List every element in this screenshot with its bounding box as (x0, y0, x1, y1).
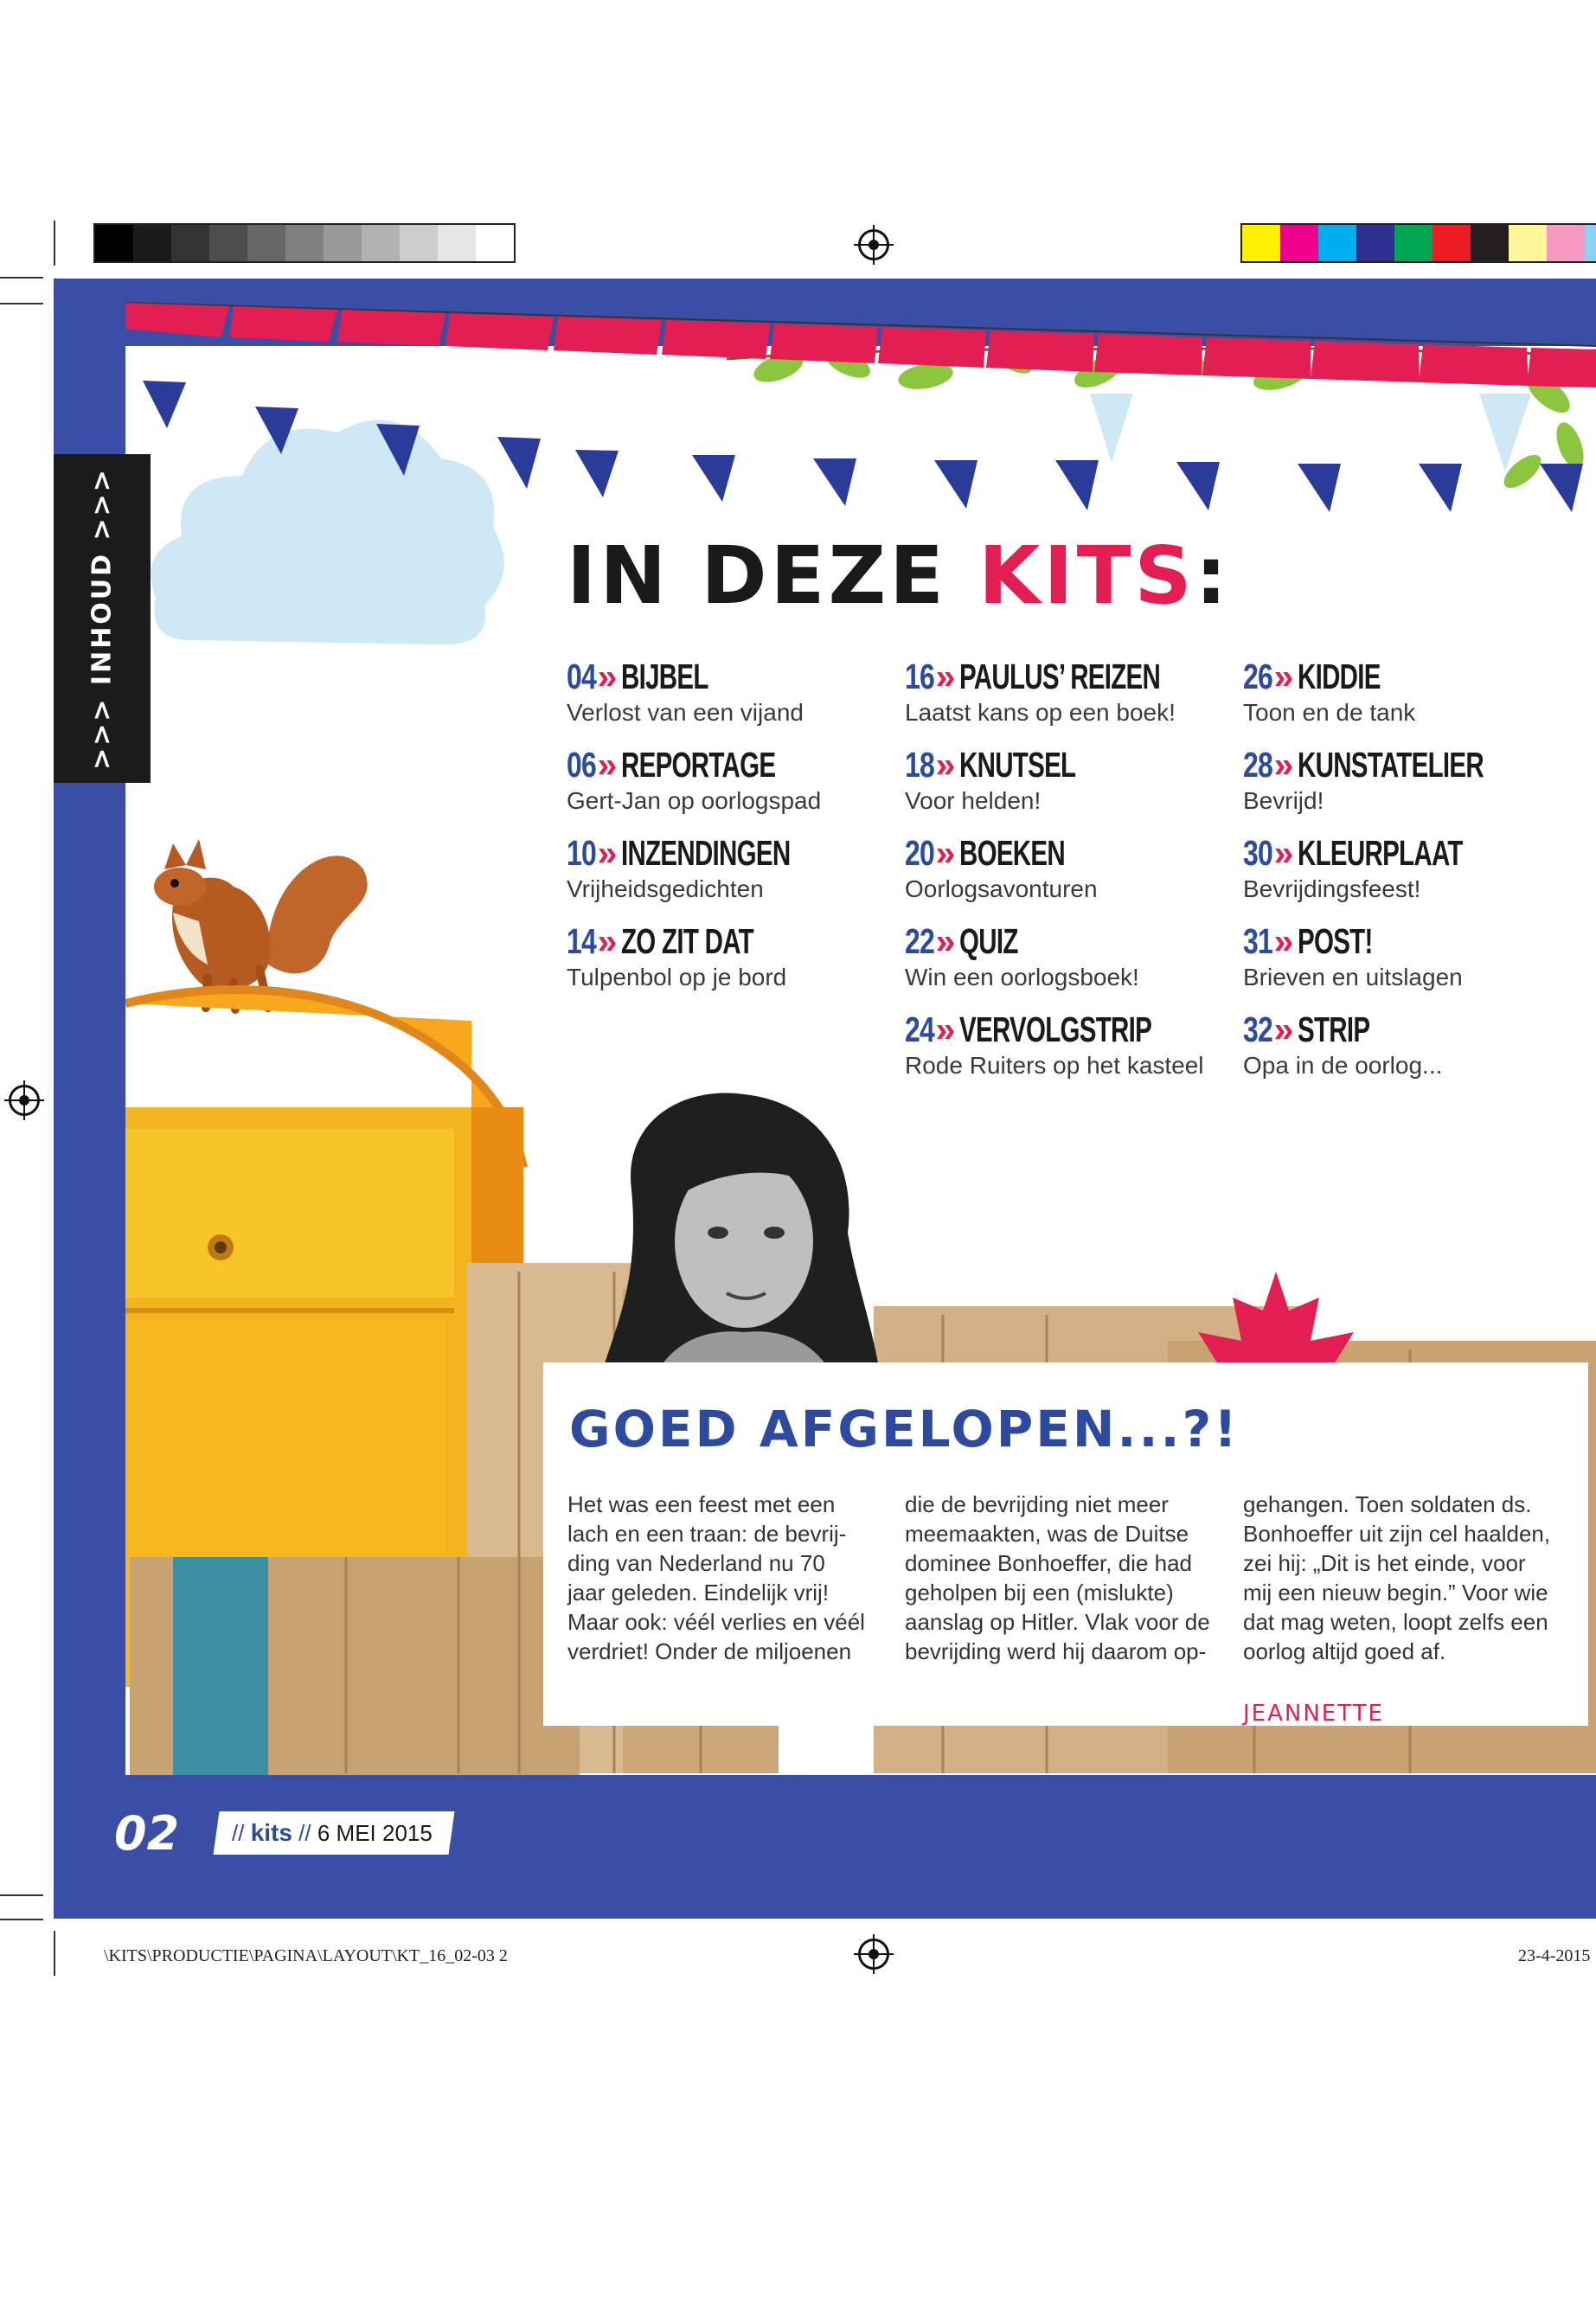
toc-separator: » (1273, 833, 1293, 873)
toc-item[interactable] (567, 744, 836, 815)
toc-section-title: BOEKEN (959, 833, 1066, 873)
toc-separator: » (935, 921, 955, 961)
crop-mark (0, 1919, 43, 1920)
toc-separator: » (597, 657, 617, 696)
toc-item[interactable] (905, 920, 1139, 991)
article-line: dominee Bonhoeffer, die had (905, 1550, 1193, 1576)
author-portrait (597, 1086, 882, 1388)
color-swatch (1509, 225, 1547, 261)
toc-subtitle: Verlost van een vijand (567, 699, 804, 726)
toc-separator: » (1273, 1009, 1293, 1049)
color-swatch (476, 225, 514, 261)
toc-item[interactable] (905, 656, 1239, 727)
crop-mark (0, 1894, 43, 1896)
toc-section-title: KLEURPLAAT (1298, 833, 1464, 873)
registration-mark-bottom (858, 1939, 889, 1970)
registration-mark-top (858, 229, 889, 260)
toc-separator: » (597, 833, 617, 873)
toc-separator: » (935, 833, 955, 873)
toc-section-title: ZO ZIT DAT (621, 921, 754, 961)
toc-subtitle: Opa in de oorlog... (1243, 1052, 1443, 1079)
toc-subtitle: Oorlogsavonturen (905, 875, 1098, 902)
toc-item[interactable] (567, 656, 804, 727)
toc-section-title: PAULUS’ REIZEN (959, 657, 1161, 696)
toc-item[interactable] (905, 1009, 1227, 1080)
toc-separator: » (597, 921, 617, 961)
article-line: ding van Nederland nu 70 (567, 1550, 825, 1576)
toc-page-number: 32 (1243, 1009, 1273, 1049)
article-line: gehangen. Toen soldaten ds. (1243, 1491, 1532, 1517)
toc-item[interactable] (1243, 920, 1463, 991)
article-line: geholpen bij een (mislukte) (905, 1580, 1174, 1606)
toc-section-title: BIJBEL (621, 657, 709, 696)
toc-item[interactable] (905, 832, 1106, 903)
toc-page-number: 04 (567, 657, 597, 696)
color-swatch (324, 225, 362, 261)
article-signature: JEANNETTE (1243, 1701, 1384, 1727)
toc-separator: » (1273, 921, 1293, 961)
print-date: 23-4-2015 (1518, 1946, 1591, 1965)
toc-subtitle: Gert-Jan op oorlogspad (567, 787, 822, 814)
toc-item[interactable] (1243, 832, 1527, 903)
toc-heading (905, 744, 1121, 785)
file-path: \KITS\PRODUCTIE\PAGINA\LAYOUT\KT_16_02-03 2 (104, 1946, 508, 1965)
color-swatch (95, 225, 133, 261)
toc-page-number: 10 (567, 833, 597, 873)
article-line: Het was een feest met een (567, 1491, 836, 1517)
toc-heading (905, 832, 1106, 874)
toc-item[interactable] (1243, 1009, 1442, 1080)
article-line: meemaakten, was de Duitse (905, 1521, 1189, 1547)
toc-page-number: 31 (1243, 921, 1273, 961)
toc-item[interactable] (1243, 744, 1556, 815)
article-line: bevrijding werd hij daarom op- (905, 1638, 1207, 1664)
toc-page-number: 30 (1243, 833, 1273, 873)
title-colon: : (1195, 529, 1231, 622)
color-swatch (1280, 225, 1318, 261)
toc-page-number: 20 (905, 833, 935, 873)
toc-section-title: QUIZ (959, 921, 1019, 961)
toc-subtitle: Voor helden! (905, 787, 1042, 814)
article-title: GOED AFGELOPEN...?! (569, 1400, 1240, 1458)
toc-section-title: KNUTSEL (959, 745, 1076, 785)
toc-section-title: INZENDINGEN (621, 833, 791, 873)
toc-separator: » (935, 745, 955, 785)
color-swatch (209, 225, 247, 261)
toc-page-number: 06 (567, 745, 597, 785)
toc-separator: » (1273, 657, 1293, 696)
slashes: // (232, 1820, 245, 1846)
toc-subtitle: Rode Ruiters op het kasteel (905, 1052, 1204, 1079)
toc-heading (905, 656, 1239, 697)
toc-heading (1243, 1009, 1442, 1050)
article-line: Bonhoeffer uit zijn cel haalden, (1243, 1521, 1551, 1547)
page-title (567, 529, 1230, 622)
article-line: lach en een traan: de bevrij- (567, 1521, 847, 1547)
article-column-1 (567, 1490, 865, 1666)
toc-heading (1243, 832, 1527, 874)
section-tab-label: >>> INHOUD >>> (87, 467, 118, 770)
toc-separator: » (935, 1009, 955, 1049)
publication-line (232, 1819, 433, 1847)
toc-subtitle: Bevrijdingsfeest! (1243, 875, 1421, 902)
toc-page-number: 16 (905, 657, 935, 696)
toc-section-title: POST! (1298, 921, 1374, 961)
crop-mark (54, 221, 55, 266)
article-line: verdriet! Onder de miljoenen (567, 1638, 852, 1664)
toc-heading (905, 1009, 1227, 1050)
gray-calibration-bar (93, 223, 516, 263)
toc-section-title: STRIP (1298, 1009, 1370, 1049)
toc-subtitle: Brieven en uitslagen (1243, 964, 1463, 990)
toc-item[interactable] (905, 744, 1121, 815)
toc-heading (567, 656, 804, 697)
toc-heading (567, 920, 805, 962)
toc-subtitle: Bevrijd! (1243, 787, 1324, 814)
color-swatch (1547, 225, 1585, 261)
color-swatch (1394, 225, 1433, 261)
issue-date: 6 MEI 2015 (317, 1820, 433, 1846)
toc-page-number: 22 (905, 921, 935, 961)
section-tab (54, 454, 151, 783)
color-swatch (1433, 225, 1471, 261)
color-calibration-bar (1240, 223, 1596, 263)
toc-subtitle: Laatst kans op een boek! (905, 699, 1176, 726)
toc-page-number: 24 (905, 1009, 935, 1049)
color-swatch (362, 225, 400, 261)
title-main: IN DEZE (567, 529, 979, 622)
page-number: 02 (114, 1806, 180, 1861)
article-line: zei hij: „Dit is het einde, voor (1243, 1550, 1526, 1576)
toc-heading (567, 832, 856, 874)
article-line: mij een nieuw begin.” Voor wie (1243, 1580, 1548, 1606)
toc-subtitle: Tulpenbol op je bord (567, 964, 787, 990)
toc-section-title: VERVOLGSTRIP (959, 1009, 1152, 1049)
toc-heading (1243, 656, 1415, 697)
color-swatch (1471, 225, 1509, 261)
toc-subtitle: Win een oorlogsboek! (905, 964, 1139, 990)
article-line: Maar ook: véél verlies en véél (567, 1609, 865, 1635)
toc-page-number: 14 (567, 921, 597, 961)
slashes: // (298, 1820, 311, 1846)
toc-separator: » (935, 657, 955, 696)
toc-section-title: REPORTAGE (621, 745, 776, 785)
article-column-3 (1243, 1490, 1551, 1666)
registration-mark-left (9, 1085, 40, 1116)
toc-heading (1243, 920, 1463, 962)
color-swatch (171, 225, 209, 261)
toc-separator: » (597, 745, 617, 785)
toc-item[interactable] (567, 832, 856, 903)
toc-heading (567, 744, 836, 785)
color-swatch (285, 225, 324, 261)
brand-name: kits (250, 1819, 292, 1846)
article-line: dat mag weten, loopt zelfs een (1243, 1609, 1548, 1635)
crop-mark (0, 303, 43, 304)
bunting-flags (125, 294, 1596, 536)
toc-separator: » (1273, 745, 1293, 785)
color-swatch (133, 225, 171, 261)
toc-heading (905, 920, 1139, 962)
article-column-2 (905, 1490, 1210, 1666)
toc-subtitle: Toon en de tank (1243, 699, 1416, 726)
article-line: oorlog altijd goed af. (1243, 1638, 1446, 1664)
article-line: jaar geleden. Eindelijk vrij! (567, 1580, 830, 1606)
color-swatch (1318, 225, 1356, 261)
title-accent: KITS (978, 529, 1195, 622)
toc-page-number: 26 (1243, 657, 1273, 696)
article-line: aanslag op Hitler. Vlak voor de (905, 1609, 1210, 1635)
color-swatch (400, 225, 438, 261)
toc-page-number: 28 (1243, 745, 1273, 785)
color-swatch (247, 225, 285, 261)
toc-heading (1243, 744, 1556, 785)
toc-section-title: KIDDIE (1298, 657, 1381, 696)
toc-item[interactable] (567, 920, 805, 991)
color-swatch (438, 225, 476, 261)
crop-mark (0, 277, 43, 279)
toc-page-number: 18 (905, 745, 935, 785)
article-line: die de bevrijding niet meer (905, 1491, 1169, 1517)
toc-item[interactable] (1243, 656, 1415, 727)
toc-subtitle: Vrijheidsgedichten (567, 875, 764, 902)
color-swatch (1585, 225, 1596, 261)
color-swatch (1356, 225, 1394, 261)
color-swatch (1242, 225, 1280, 261)
crop-mark (54, 1931, 55, 1976)
toc-section-title: KUNSTATELIER (1298, 745, 1484, 785)
